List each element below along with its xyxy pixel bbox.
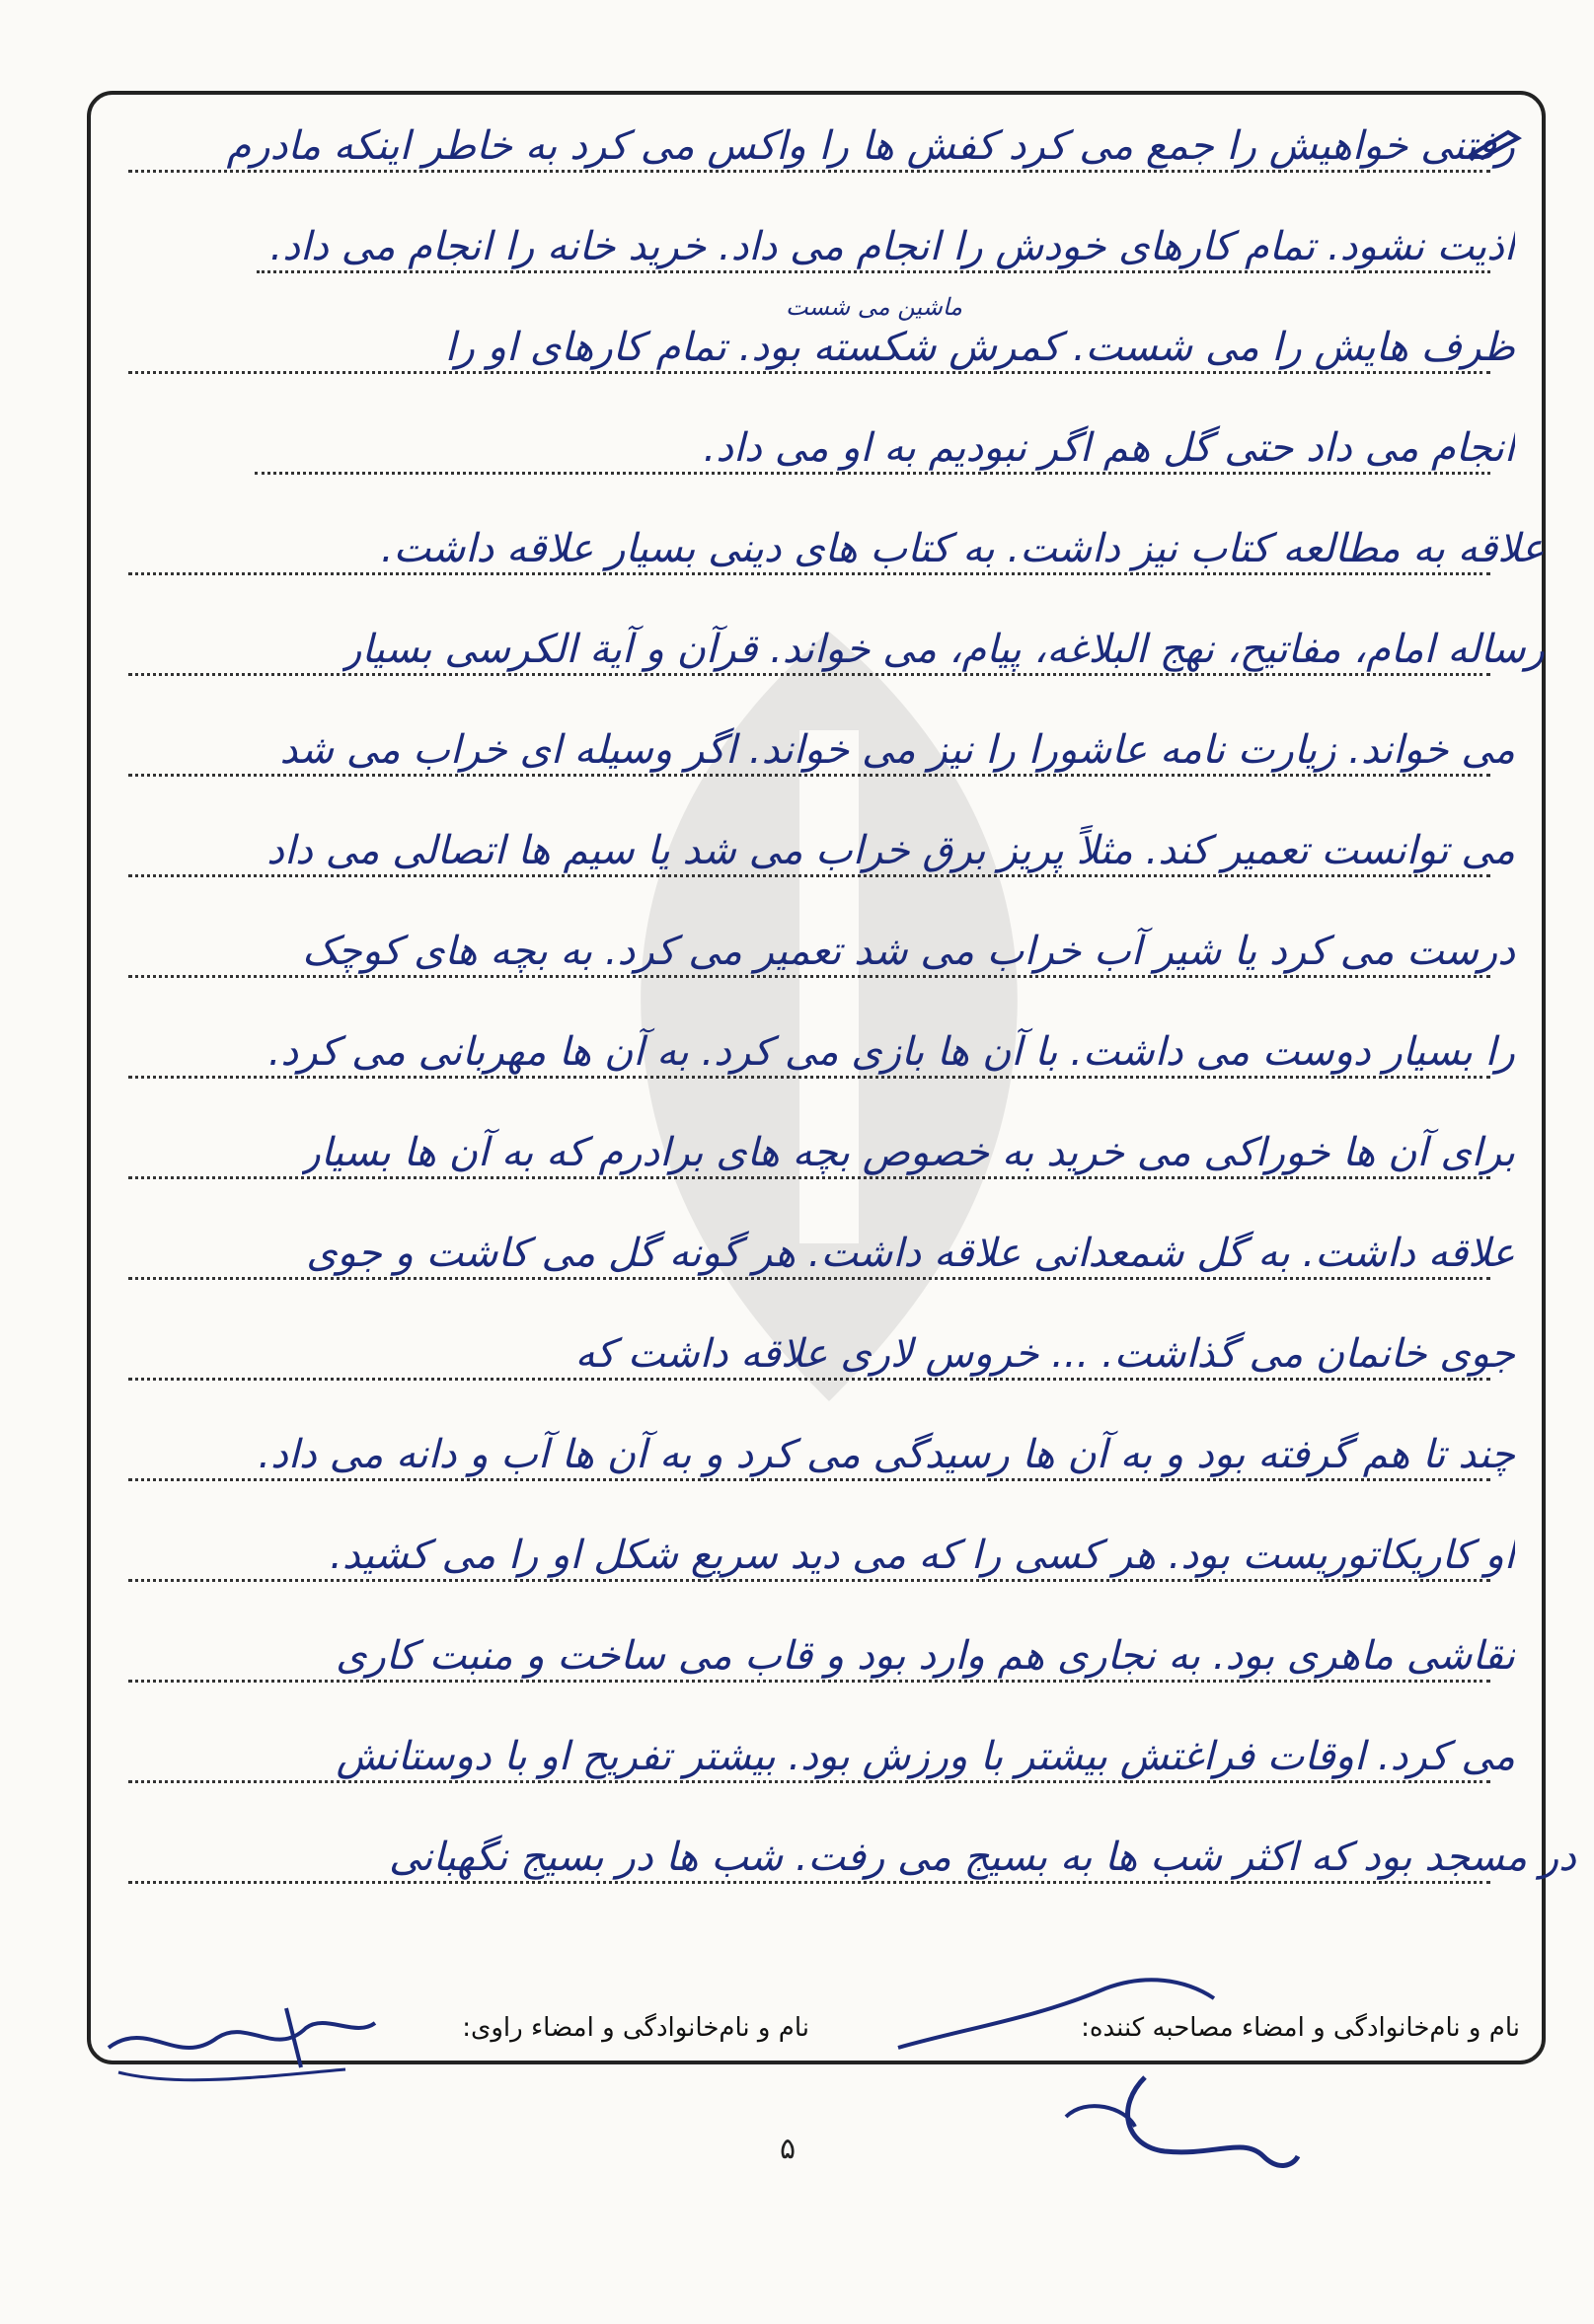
- handwritten-line: رفتنی خواهیش را جمع می کرد کفش ها را واکس می کرد به خاطر اینکه مادرم: [226, 123, 1515, 169]
- dotted-rule: [128, 170, 1490, 173]
- handwritten-line: چند تا هم گرفته بود و به آن ها رسیدگی می کرد و به آن ها آب و دانه می داد.: [258, 1432, 1515, 1477]
- dotted-rule: [128, 1881, 1490, 1884]
- handwritten-line: نقاشی ماهری بود. به نجاری هم وارد بود و قاب می ساخت و منبت کاری: [336, 1633, 1515, 1679]
- handwritten-line: اذیت نشود. تمام کارهای خودش را انجام می داد. خرید خانه را انجام می داد.: [269, 224, 1515, 269]
- dotted-rule: [128, 1478, 1490, 1481]
- handwritten-line: می کرد. اوقات فراغتش بیشتر با ورزش بود. بیشتر تفریح او با دوستانش: [336, 1734, 1515, 1779]
- handwritten-line: علاقه به مطالعه کتاب نیز داشت. به کتاب های دینی بسیار علاقه داشت.: [380, 526, 1545, 571]
- dotted-rule: [128, 673, 1490, 676]
- dotted-rule: [128, 774, 1490, 777]
- dotted-rule: [128, 572, 1490, 575]
- handwritten-line: جوی خانمان می گذاشت. ... خروس لاری علاقه داشت که: [574, 1331, 1515, 1377]
- interlinear-note: ماشین می شست: [786, 293, 962, 321]
- dotted-rule: [128, 1176, 1490, 1179]
- dotted-rule: [128, 874, 1490, 877]
- dotted-rule: [255, 472, 1490, 475]
- handwritten-line: برای آن ها خوراکی می خرید به خصوص بچه های برادرم که به آن ها بسیار: [301, 1130, 1515, 1175]
- narrator-label: نام و نام‌خانوادگی و امضاء راوی:: [462, 2013, 809, 2043]
- dotted-rule: [128, 1378, 1490, 1381]
- handwritten-line: را بسیار دوست می داشت. با آن ها بازی می کرد. به آن ها مهربانی می کرد.: [267, 1029, 1515, 1075]
- dotted-rule: [128, 1076, 1490, 1079]
- handwritten-line: رساله امام، مفاتیح، نهج البلاغه، پیام، می خواند. قرآن و آیة الکرسی بسیار: [342, 627, 1545, 672]
- dotted-rule: [257, 270, 1490, 273]
- page-number: ۵: [780, 2132, 797, 2166]
- dotted-rule: [128, 1579, 1490, 1582]
- handwritten-line: در مسجد بود که اکثر شب ها به بسیج می رفت. شب ها در بسیج نگهبانی: [388, 1835, 1576, 1880]
- dotted-rule: [128, 371, 1490, 374]
- interviewer-label: نام و نام‌خانوادگی و امضاء مصاحبه کننده:: [1081, 2013, 1520, 2043]
- handwritten-line: می خواند. زیارت نامه عاشورا را نیز می خواند. اگر وسیله ای خراب می شد: [279, 727, 1515, 773]
- handwritten-line: او کاریکاتوریست بود. هر کسی را که می دید سریع شکل او را می کشید.: [330, 1533, 1515, 1578]
- narrator-signature: [89, 1979, 395, 2097]
- dotted-rule: [128, 1780, 1490, 1783]
- handwritten-line: درست می کرد یا شیر آب خراب می شد تعمیر می کرد. به بچه های کوچک: [302, 929, 1515, 974]
- handwritten-line: ظرف هایش را می شست. کمرش شکسته بود. تمام کارهای او را: [444, 325, 1515, 370]
- dotted-rule: [128, 1680, 1490, 1683]
- dotted-rule: [128, 1277, 1490, 1280]
- handwritten-line: انجام می داد حتی گل هم اگر نبودیم به او می داد.: [703, 425, 1515, 471]
- handwritten-line: می توانست تعمیر کند. مثلاً پریز برق خراب می شد یا سیم ها اتصالی می داد: [266, 828, 1515, 873]
- handwritten-line: علاقه داشت. به گل شمعدانی علاقه داشت. هر گونه گل می کاشت و جوی: [306, 1231, 1515, 1276]
- dotted-rule: [128, 975, 1490, 978]
- interviewer-signature: [888, 1959, 1303, 2186]
